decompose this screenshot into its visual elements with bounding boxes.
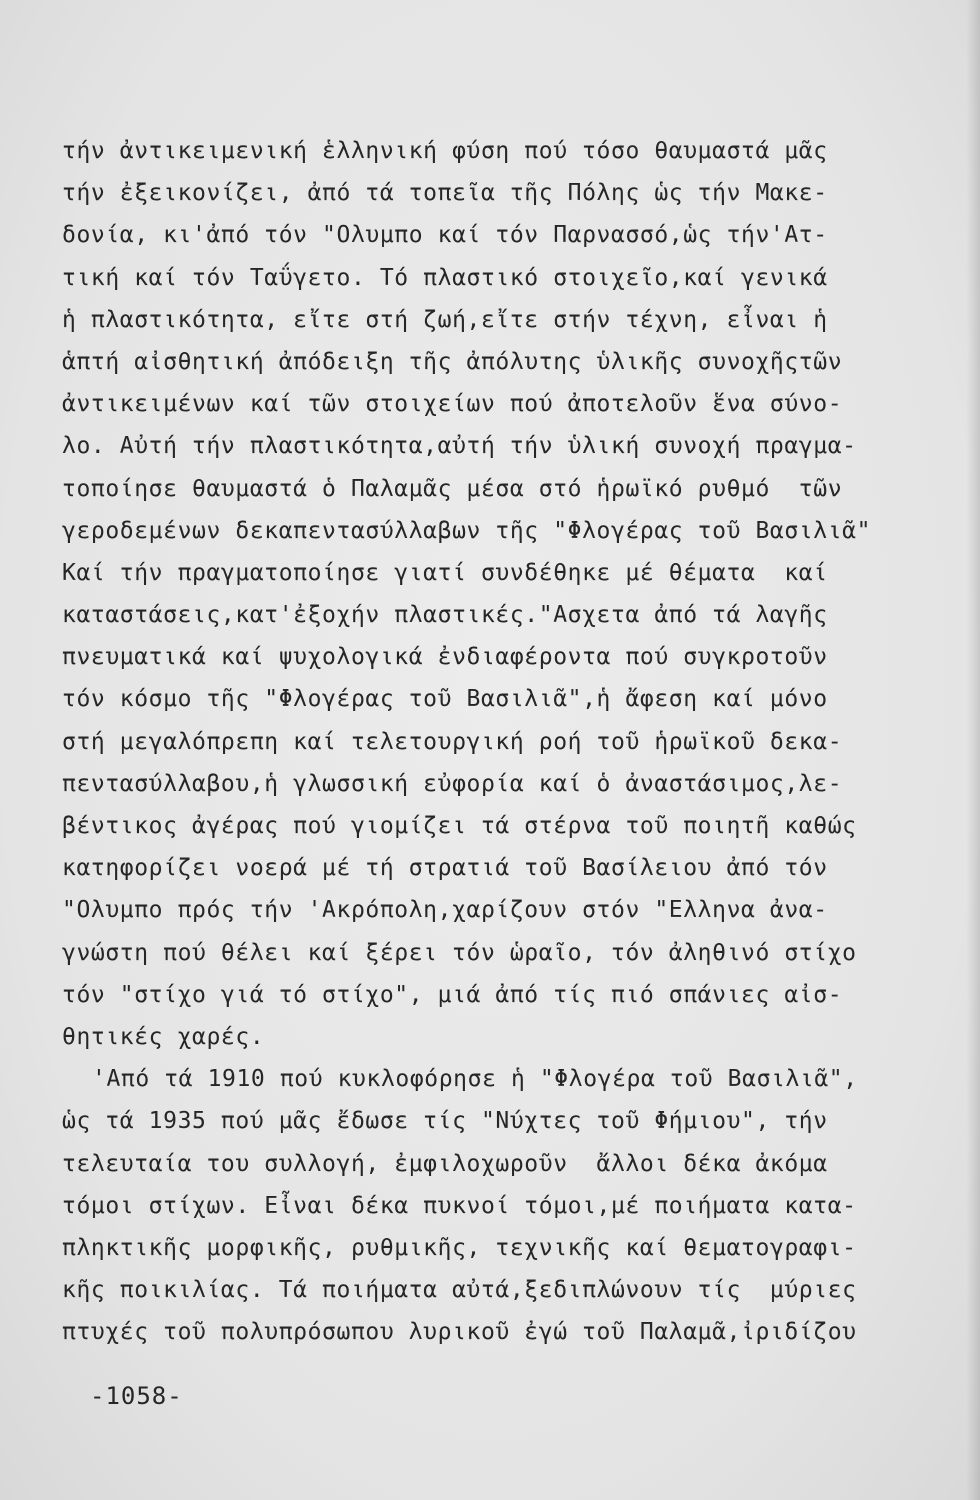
text-line: θητικές χαρές.: [62, 1023, 265, 1050]
text-line: λο. Αὐτή τήν πλαστικότητα,αὐτή τήν ὑλική συνοχή πραγμα-: [62, 433, 857, 460]
text-line: κῆς ποικιλίας. Τά ποιήματα αὐτά,ξεδιπλώνουν τίς μύριες: [62, 1277, 857, 1304]
page-number: -1058-: [90, 1382, 183, 1410]
text-line: τική καί τόν Ταΰγετο. Τό πλαστικό στοιχεῖο,καί γενικά: [62, 264, 828, 291]
page-edge-shadow: [966, 0, 980, 1500]
text-line: ἀντικειμένων καί τῶν στοιχείων πού ἀποτελοῦν ἕνα σύνο-: [62, 391, 843, 418]
text-line: τήν ἀντικειμενική ἑλληνική φύση πού τόσο θαυμαστά μᾶς: [62, 138, 828, 164]
text-line: τόμοι στίχων. Εἶναι δέκα πυκνοί τόμοι,μέ ποιήματα κατα-: [62, 1192, 857, 1219]
text-line: καταστάσεις,κατ'ἐξοχήν πλαστικές."Ασχετα ἀπό τά λαγῆς: [62, 602, 828, 629]
text-line: γνώστη πού θέλει καί ξέρει τόν ὡραῖο, τόν ἀληθινό στίχο: [62, 939, 857, 966]
text-line: γεροδεμένων δεκαπεντασύλλαβων τῆς "Φλογέρας τοῦ Βασιλιᾶ": [62, 517, 872, 544]
text-line: τήν ἐξεικονίζει, ἀπό τά τοπεῖα τῆς Πόλης ὡς τήν Μακε-: [62, 180, 828, 207]
paragraph-first-line: 'Από τά 1910 πού κυκλοφόρησε ἡ "Φλογέρα τοῦ Βασιλιᾶ",: [92, 1066, 858, 1093]
text-line: τόν "στίχο γιά τό στίχο", μιά ἀπό τίς πιό σπάνιες αἰσ-: [62, 981, 843, 1008]
text-line: Καί τήν πραγματοποίησε γιατί συνδέθηκε μέ θέματα καί: [62, 559, 828, 586]
text-line: στή μεγαλόπρεπη καί τελετουργική ροή τοῦ ἡρωϊκοῦ δεκα-: [62, 728, 843, 755]
text-line: πληκτικῆς μορφικῆς, ρυθμικῆς, τεχνικῆς καί θεματογραφι-: [62, 1234, 857, 1261]
text-line: "Ολυμπο πρός τήν 'Ακρόπολη,χαρίζουν στόν "Ελληνα ἀνα-: [62, 897, 828, 924]
text-line: τοποίησε θαυμαστά ὁ Παλαμᾶς μέσα στό ἡρωϊκό ρυθμό τῶν: [62, 475, 843, 502]
text-line: τόν κόσμο τῆς "Φλογέρας τοῦ Βασιλιᾶ",ἡ ἄφεση καί μόνο: [62, 686, 828, 713]
text-line: ἁπτή αἰσθητική ἀπόδειξη τῆς ἀπόλυτης ὑλικῆς συνοχῆςτῶν: [62, 348, 843, 375]
text-line: πνευματικά καί ψυχολογικά ἐνδιαφέροντα πού συγκροτοῦν: [62, 644, 828, 671]
text-line: ὡς τά 1935 πού μᾶς ἔδωσε τίς "Νύχτες τοῦ Φήμιου", τήν: [62, 1108, 828, 1135]
text-line: κατηφορίζει νοερά μέ τή στρατιά τοῦ Βασίλειου ἀπό τόν: [62, 855, 828, 882]
text-line: πεντασύλλαβου,ἡ γλωσσική εὐφορία καί ὁ ἀναστάσιμος,λε-: [62, 770, 843, 797]
text-line: δονία, κι'ἀπό τόν "Ολυμπο καί τόν Παρνασσό,ὡς τήν'Ατ-: [62, 222, 828, 249]
body-text: [62, 130, 962, 1353]
text-line: πτυχές τοῦ πολυπρόσωπου λυρικοῦ ἐγώ τοῦ Παλαμᾶ,ἰριδίζου: [62, 1319, 857, 1346]
text-line: ἡ πλαστικότητα, εἴτε στή ζωή,εἴτε στήν τέχνη, εἶναι ἡ: [62, 306, 828, 333]
text-line: βέντικος ἀγέρας πού γιομίζει τά στέρνα τοῦ ποιητῆ καθώς: [62, 813, 857, 839]
text-line: τελευταία του συλλογή, ἐμφιλοχωροῦν ἄλλοι δέκα ἀκόμα: [62, 1150, 828, 1177]
